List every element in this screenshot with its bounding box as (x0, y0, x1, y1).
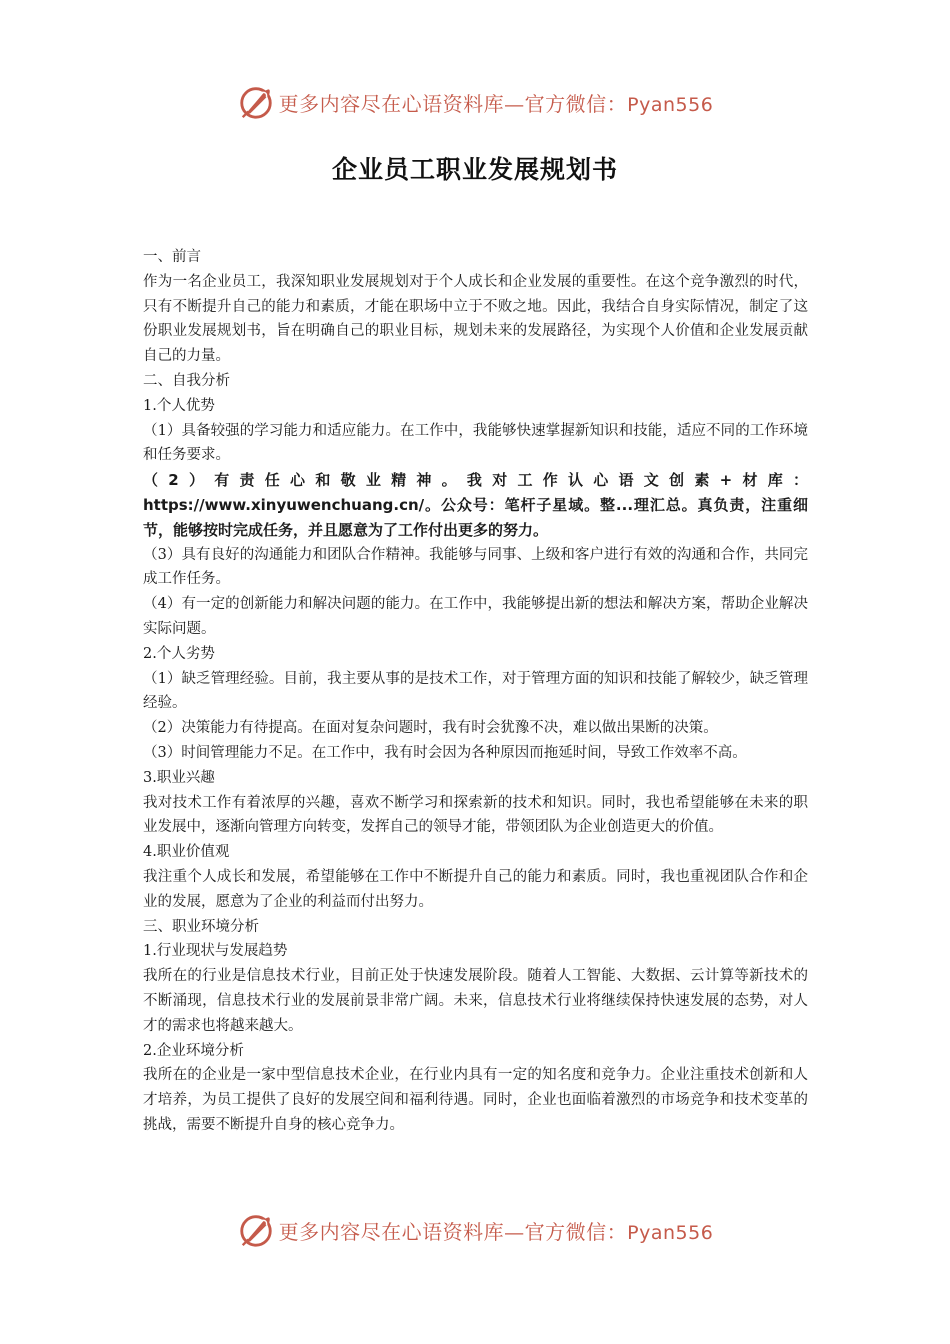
subsection-heading: 1.行业现状与发展趋势 (143, 943, 288, 960)
list-item: （1）具备较强的学习能力和适应能力。在工作中，我能够快速掌握新知识和技能，适应不同的工作环境和任务要求。 (143, 422, 808, 464)
section-heading: 三、职业环境分析 (143, 918, 259, 935)
wechat-id: Pyan556 (627, 1221, 714, 1244)
list-item: （4）有一定的创新能力和解决问题的能力。在工作中，我能够提出新的想法和解决方案，帮助企业解决实际问题。 (143, 596, 808, 637)
subsection-heading: 1.个人优势 (143, 397, 215, 414)
body-paragraph: 我注重个人成长和发展，希望能够在工作中不断提升自己的能力和素质。同时，我也重视团队合作和企业的发展，愿意为了企业的利益而付出努力。 (143, 868, 808, 910)
subsection-heading: 2.个人劣势 (143, 645, 215, 662)
subsection-heading: 2.企业环境分析 (143, 1042, 244, 1059)
list-item: （3）时间管理能力不足。在工作中，我有时会因为各种原因而拖延时间，导致工作效率不高。 (143, 744, 747, 761)
section-heading: 二、自我分析 (143, 372, 230, 389)
list-item: （2）决策能力有待提高。在面对复杂问题时，我有时会犹豫不决，难以做出果断的决策。 (143, 720, 718, 737)
body-paragraph: 我所在的企业是一家中型信息技术企业，在行业内具有一定的知名度和竞争力。企业注重技术创新和人才培养，为员工提供了良好的发展空间和福利待遇。同时，企业也面临着激烈的市场竞争和技术变革的挑战，需要不断提升自身的核心竞争力。 (143, 1067, 808, 1133)
footer-banner (0, 1208, 950, 1252)
quill-pen-logo-icon (237, 83, 275, 121)
body-paragraph: 我对技术工作有着浓厚的兴趣，喜欢不断学习和探索新的技术和知识。同时，我也希望能够在未来的职业发展中，逐渐向管理方向转变，发挥自己的领导才能，带领团队为企业创造更大的价值。 (143, 794, 808, 836)
subsection-heading: 4.职业价值观 (143, 844, 230, 861)
subsection-heading: 3.职业兴趣 (143, 769, 215, 786)
banner-text: 更多内容尽在心语资料库—官方微信：Pyan556 (278, 1219, 714, 1244)
quill-pen-logo-icon (237, 1211, 275, 1249)
list-item: （2）有责任心和敬业精神。我对工作认心语文创素+材库：https://www.xinyuwenchuang.cn/。公众号：笔杆子星域。整...理汇总。真负责，注重细节，能够按时完成任务，并且愿意为了工作付出更多的努力。 (143, 471, 808, 539)
banner-text: 更多内容尽在心语资料库—官方微信：Pyan556 (278, 91, 714, 116)
body-paragraph: 作为一名企业员工，我深知职业发展规划对于个人成长和企业发展的重要性。在这个竞争激烈的时代，只有不断提升自己的能力和素质，才能在职场中立于不败之地。因此，我结合自身实际情况，制定了这份职业发展规划书，旨在明确自己的职业目标，规划未来的发展路径，为实现个人价值和企业发展贡献自己的力量。 (143, 273, 808, 365)
document-body (143, 245, 808, 1138)
header-banner (0, 80, 950, 124)
wechat-id: Pyan556 (627, 93, 714, 116)
body-paragraph: 我所在的行业是信息技术行业，目前正处于快速发展阶段。随着人工智能、大数据、云计算等新技术的不断涌现，信息技术行业的发展前景非常广阔。未来，信息技术行业将继续保持快速发展的态势，对人才的需求也将越来越大。 (143, 968, 808, 1034)
section-heading: 一、前言 (143, 249, 201, 265)
list-item: （3）具有良好的沟通能力和团队合作精神。我能够与同事、上级和客户进行有效的沟通和合作，共同完成工作任务。 (143, 546, 808, 588)
document-title: 企业员工职业发展规划书 (331, 155, 618, 184)
list-item: （1）缺乏管理经验。目前，我主要从事的是技术工作，对于管理方面的知识和技能了解较少，缺乏管理经验。 (143, 670, 808, 712)
